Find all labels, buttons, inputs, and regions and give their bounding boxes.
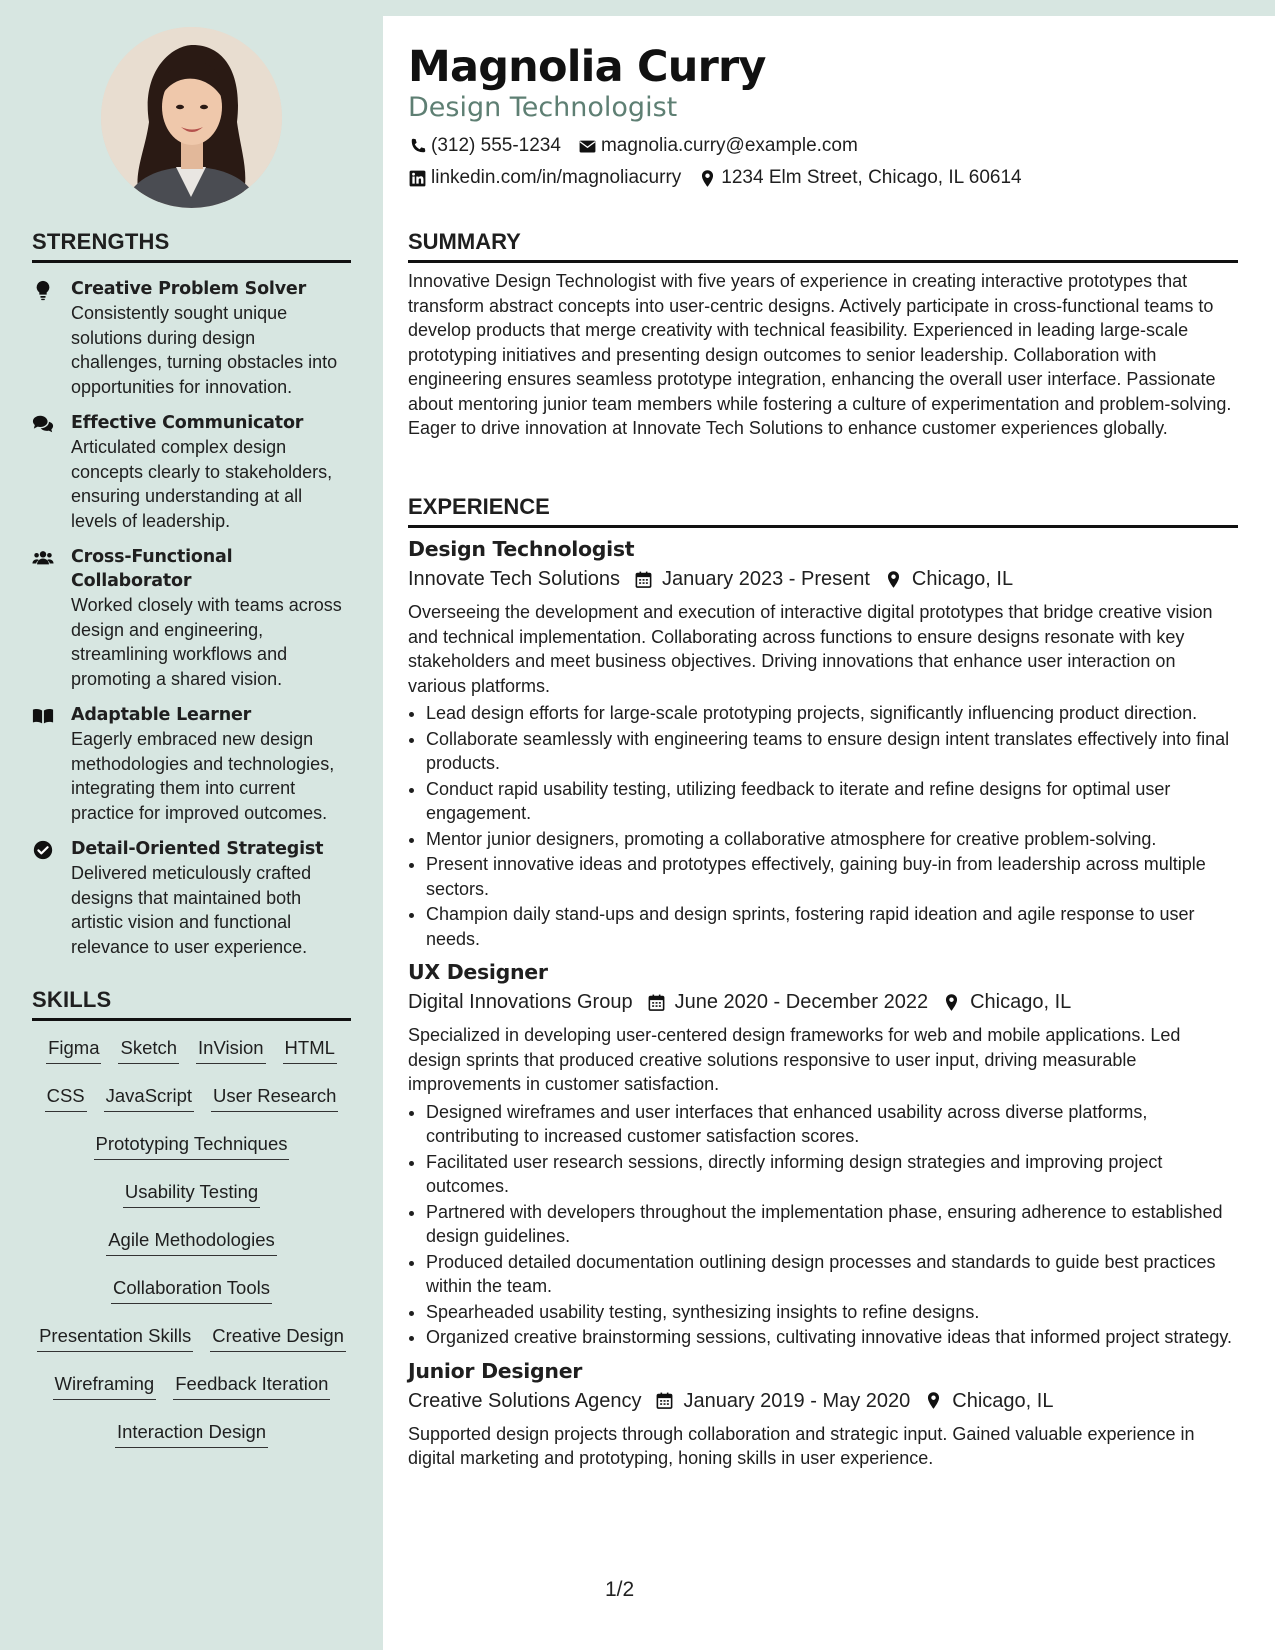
summary-heading: SUMMARY	[408, 229, 1238, 263]
map-pin-icon	[924, 1391, 943, 1410]
calendar-icon	[655, 1391, 674, 1410]
strength-desc: Worked closely with teams across design and engineering, streamlining workflows and promoting a shared vision.	[71, 595, 342, 689]
job-dates: January 2023 - Present	[662, 568, 870, 590]
main-content	[383, 16, 1275, 1650]
strength-item	[32, 703, 351, 825]
linkedin-icon	[408, 169, 427, 188]
strength-title: Effective Communicator	[71, 413, 304, 433]
job-bullet: • Conduct rapid usability testing, utilizing feedback to iterate and refine designs for optimal user engagement.	[426, 777, 1238, 826]
job-bullet: • Partnered with developers throughout the implementation phase, ensuring adherence to established design guidelines.	[426, 1200, 1238, 1249]
job-location: Chicago, IL	[970, 991, 1072, 1013]
skill-tag: Figma	[46, 1031, 101, 1064]
linkedin-text: linkedin.com/in/magnoliacurry	[431, 167, 682, 188]
skill-tag: HTML	[283, 1031, 337, 1064]
job-company: Creative Solutions Agency	[408, 1389, 642, 1412]
skills-heading: SKILLS	[32, 987, 351, 1021]
contact-row-1	[408, 133, 858, 159]
email-text: magnolia.curry@example.com	[600, 135, 858, 156]
job-location: Chicago, IL	[911, 568, 1014, 590]
strength-desc: Eagerly embraced new design methodologies and technologies, integrating them into current practice for improved outcomes.	[71, 729, 335, 823]
strength-desc: Consistently sought unique solutions during design challenges, turning obstacles into opportunities for innovation.	[71, 303, 338, 397]
calendar-icon	[634, 570, 653, 589]
strengths-section	[32, 229, 351, 959]
job-location: Chicago, IL	[952, 1389, 1054, 1412]
lightbulb-icon	[32, 279, 54, 301]
contact-address	[698, 165, 1021, 191]
job-bullet: • Designed wireframes and user interfaces that enhanced usability across diverse platforms, contributing to increased customer satisfaction scores.	[426, 1100, 1238, 1149]
map-pin-icon	[942, 993, 961, 1012]
job-meta	[408, 1386, 1238, 1416]
contact-email[interactable]	[578, 133, 858, 159]
strength-item	[32, 277, 351, 399]
skill-tag: JavaScript	[104, 1079, 194, 1112]
map-pin-icon	[698, 169, 717, 188]
job-dates: June 2020 - December 2022	[674, 991, 929, 1013]
job-meta	[408, 987, 1238, 1017]
skill-tag: CSS	[45, 1079, 87, 1112]
experience-heading: EXPERIENCE	[408, 494, 1238, 528]
summary-text: Innovative Design Technologist with five years of experience in creating interactive prototypes that transform abstract concepts into user-centric designs. Actively participate in cross-functional teams to develop products that merge creativity with technical feasibility. Experienced in leading large-scale prototyping initiatives and presenting design outcomes to senior leadership. Collaboration with engineering ensures seamless prototype integration, enhancing the overall user interface. Passionate about mentoring junior team members while fostering a culture of experimentation and problem-solving. Eager to drive innovation at Innovate Tech Solutions to enhance customer experiences globally.	[408, 271, 1232, 438]
strength-title: Creative Problem Solver	[71, 279, 307, 299]
skill-tag: Wireframing	[53, 1367, 157, 1400]
strength-title: Detail-Oriented Strategist	[71, 839, 324, 859]
job-bullet: • Organized creative brainstorming sessions, cultivating innovative ideas that informed project strategy.	[426, 1325, 1238, 1350]
job-company: Innovate Tech Solutions	[408, 568, 621, 590]
job-bullet: • Collaborate seamlessly with engineering teams to ensure design intent translates effectively into final products.	[426, 727, 1238, 776]
job-entry	[408, 536, 1238, 951]
job-company: Digital Innovations Group	[408, 991, 633, 1013]
profile-photo	[101, 27, 282, 208]
job-title: UX Designer	[408, 960, 548, 984]
skill-tag: Agile Methodologies	[106, 1223, 277, 1256]
strength-desc: Articulated complex design concepts clearly to stakeholders, ensuring understanding at all levels of leadership.	[71, 437, 333, 531]
comments-icon	[32, 413, 54, 435]
job-title: Design Technologist	[408, 537, 635, 561]
contact-row-2	[408, 165, 1022, 191]
job-bullets	[408, 701, 1238, 951]
page-number: 1/2	[605, 1578, 635, 1601]
phone-icon	[408, 137, 427, 156]
job-bullet: • Mentor junior designers, promoting a collaborative atmosphere for creative problem-solving.	[426, 827, 1238, 852]
job-bullet: • Present innovative ideas and prototypes effectively, gaining buy-in from leadership across multiple sectors.	[426, 852, 1238, 901]
job-bullet: • Facilitated user research sessions, directly informing design strategies and improving project outcomes.	[426, 1150, 1238, 1199]
skill-tag: InVision	[196, 1031, 265, 1064]
job-title: Junior Designer	[408, 1358, 583, 1383]
skills-list	[32, 1031, 351, 1463]
strength-title: Cross-Functional Collaborator	[71, 547, 233, 591]
skill-tag: Sketch	[118, 1031, 179, 1064]
job-description: Overseeing the development and execution of interactive digital prototypes that bridge creative vision and technical implementation. Collaborating across functions to ensure designs resonate with key stakeholders and meet business objectives. Driving innovations that enhance user interaction on various platforms.	[408, 602, 1213, 696]
contact-linkedin[interactable]	[408, 165, 681, 191]
strength-desc: Delivered meticulously crafted designs that maintained both artistic vision and functional relevance to user experience.	[71, 863, 312, 957]
job-dates: January 2019 - May 2020	[683, 1389, 911, 1412]
job-bullet: • Produced detailed documentation outlining design processes and standards to guide best practices within the team.	[426, 1250, 1238, 1299]
users-icon	[32, 547, 54, 569]
job-meta	[408, 564, 1238, 594]
strength-item	[32, 545, 351, 691]
strength-item	[32, 837, 351, 959]
summary-section	[408, 229, 1238, 441]
contact-phone	[408, 133, 561, 159]
calendar-icon	[647, 993, 666, 1012]
job-description: Supported design projects through collaboration and strategic input. Gained valuable experience in digital marketing and prototyping, honing skills in user experience.	[408, 1423, 1195, 1468]
skill-tag: Presentation Skills	[37, 1319, 193, 1352]
strength-item	[32, 411, 351, 533]
skill-tag: Interaction Design	[115, 1415, 268, 1448]
skills-section	[32, 987, 351, 1463]
job-bullet: • Champion daily stand-ups and design sprints, fostering rapid ideation and agile response to user needs.	[426, 902, 1238, 951]
job-bullets	[408, 1100, 1238, 1350]
job-bullet: • Lead design efforts for large-scale prototyping projects, significantly influencing product direction.	[426, 701, 1238, 726]
job-bullet: • Spearheaded usability testing, synthesizing insights to refine designs.	[426, 1300, 1238, 1325]
phone-text: (312) 555-1234	[431, 135, 561, 156]
skill-tag: Collaboration Tools	[111, 1271, 272, 1304]
skill-tag: User Research	[211, 1079, 338, 1112]
job-entry	[408, 959, 1238, 1350]
sidebar	[0, 0, 383, 1650]
skill-tag: Creative Design	[210, 1319, 346, 1352]
strength-title: Adaptable Learner	[71, 705, 252, 725]
strengths-heading: STRENGTHS	[32, 229, 351, 263]
address-text: 1234 Elm Street, Chicago, IL 60614	[721, 167, 1022, 188]
candidate-name: Magnolia Curry	[408, 42, 766, 92]
skill-tag: Prototyping Techniques	[94, 1127, 290, 1160]
envelope-icon	[578, 137, 597, 156]
job-description: Specialized in developing user-centered design frameworks for web and mobile applications. Led design sprints that produced creative solutions responsive to user input, driving measurable improvements in customer satisfaction.	[408, 1025, 1181, 1094]
experience-section	[408, 494, 1238, 1471]
map-pin-icon	[884, 570, 903, 589]
job-entry	[408, 1358, 1238, 1471]
book-open-icon	[32, 705, 54, 727]
skill-tag: Feedback Iteration	[173, 1367, 330, 1400]
check-circle-icon	[32, 839, 54, 861]
candidate-role: Design Technologist	[408, 92, 678, 123]
skill-tag: Usability Testing	[123, 1175, 260, 1208]
